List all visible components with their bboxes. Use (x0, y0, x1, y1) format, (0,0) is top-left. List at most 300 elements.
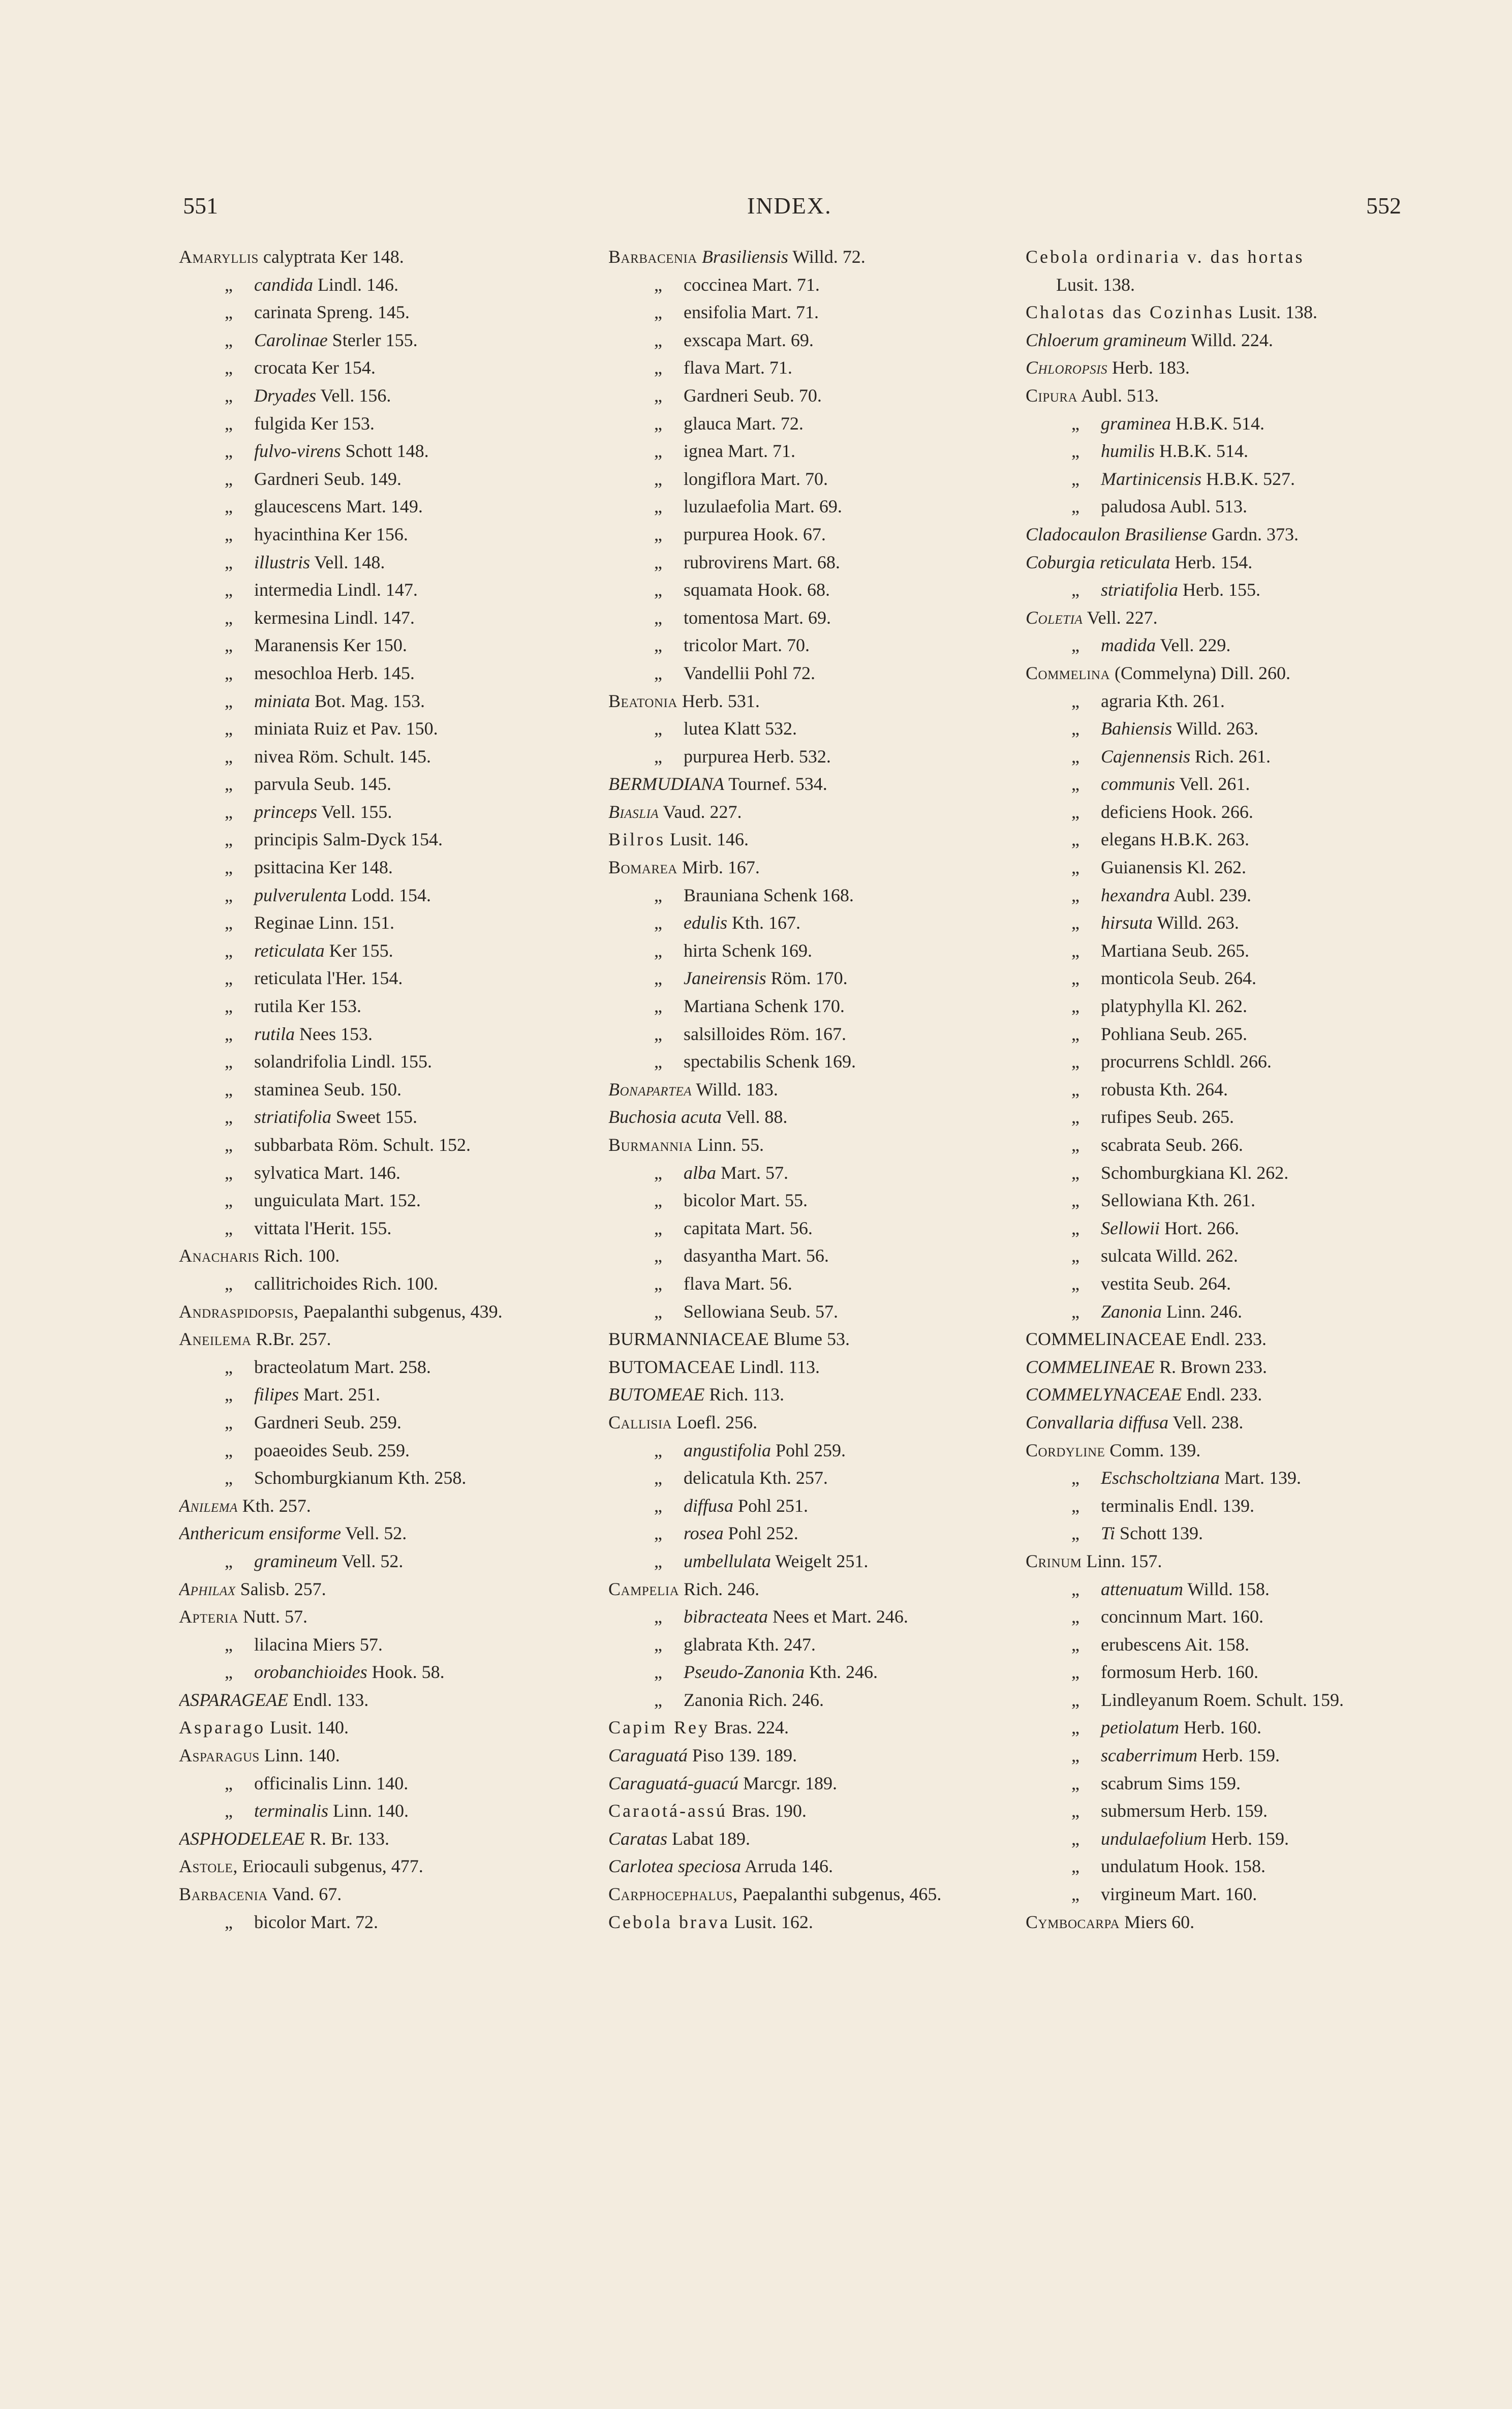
species-name: Reginae Linn. 151. (254, 912, 394, 933)
entry-reference: Vell. 155. (321, 801, 392, 822)
index-entry (608, 298, 1035, 326)
index-entry (608, 881, 1035, 909)
species-name: longiflora Mart. 70. (684, 468, 828, 489)
species-name: miniata (254, 690, 311, 711)
index-entry (1026, 1353, 1453, 1381)
index-entry (179, 964, 606, 992)
index-entry (179, 382, 606, 410)
index-entry (608, 437, 1035, 465)
index-entry (1026, 1880, 1453, 1908)
ditto-mark: „ (654, 662, 662, 683)
entry-reference: Sweet 155. (336, 1107, 418, 1127)
species-name: purpurea Hook. 67. (684, 524, 826, 544)
index-entry (179, 1547, 606, 1575)
ditto-mark: „ (654, 912, 662, 933)
genus-name: Caratas (608, 1828, 668, 1849)
entry-text: Gardn. 373. (1211, 524, 1299, 544)
genus-name: Convallaria diffusa (1026, 1412, 1169, 1432)
entry-text: Rich. 113. (709, 1384, 784, 1405)
index-entry (608, 382, 1035, 410)
ditto-mark: „ (654, 885, 662, 905)
species-name: Janeirensis (684, 968, 766, 989)
index-entry (1026, 1186, 1453, 1214)
index-entry (179, 1631, 606, 1659)
index-entry (1026, 1214, 1453, 1242)
species-name: monticola Seub. 264. (1101, 968, 1256, 989)
species-name: sylvatica Mart. 146. (254, 1162, 400, 1183)
index-entry (1026, 1103, 1453, 1131)
index-entry (179, 1575, 606, 1603)
ditto-mark: „ (225, 690, 233, 711)
index-entry (608, 1908, 1035, 1936)
index-entry (179, 243, 606, 271)
entry-reference: Willd. 263. (1176, 718, 1258, 739)
index-entry (608, 909, 1035, 937)
index-entry (1026, 1242, 1453, 1270)
index-entry (608, 604, 1035, 632)
ditto-mark: „ (1071, 635, 1079, 656)
index-entry (179, 1103, 606, 1131)
ditto-mark: „ (654, 552, 662, 572)
index-entry (608, 798, 1035, 826)
index-entry (608, 1492, 1035, 1520)
entry-text: Piso 139. 189. (692, 1745, 797, 1766)
species-name: officinalis Linn. 140. (254, 1773, 409, 1793)
genus-name: Capim Rey (608, 1717, 709, 1738)
species-name: dasyantha Mart. 56. (684, 1245, 829, 1266)
entry-text: Willd. 183. (696, 1079, 778, 1100)
species-name: lilacina Miers 57. (254, 1634, 383, 1655)
page-number-left: 551 (183, 193, 218, 219)
index-entry (1026, 1714, 1453, 1742)
ditto-mark: „ (1071, 1495, 1079, 1516)
species-name: fulvo-virens (254, 441, 341, 462)
ditto-mark: „ (654, 441, 662, 462)
ditto-mark: „ (225, 968, 233, 989)
species-name: virgineum Mart. 160. (1101, 1884, 1257, 1905)
species-name: alba (684, 1162, 717, 1183)
index-entry (179, 1214, 606, 1242)
index-entry (1026, 715, 1453, 743)
genus-name: Caraguatá-guacú (608, 1773, 738, 1793)
ditto-mark: „ (225, 1412, 233, 1432)
species-name: terminalis (254, 1801, 329, 1821)
genus-name: Cladocaulon Brasiliense (1026, 524, 1207, 544)
entry-reference: Mart. 139. (1224, 1468, 1301, 1488)
ditto-mark: „ (654, 1217, 662, 1238)
species-name: miniata Ruiz et Pav. 150. (254, 718, 438, 739)
index-entry (608, 715, 1035, 743)
genus-name: Aneilema (179, 1329, 252, 1350)
species-name: Gardneri Seub. 259. (254, 1412, 402, 1432)
species-name: sulcata Willd. 262. (1101, 1245, 1238, 1266)
entry-reference: Schott 148. (345, 441, 429, 462)
index-entry (608, 465, 1035, 493)
entry-text: Paepalanthi subgenus, 439. (303, 1301, 503, 1322)
ditto-mark: „ (654, 385, 662, 406)
entry-reference: Vell. 148. (314, 552, 385, 572)
species-name: bicolor Mart. 55. (684, 1190, 808, 1211)
species-name: Schomburgkiana Kl. 262. (1101, 1162, 1289, 1183)
index-entry (608, 1852, 1035, 1880)
index-entry (608, 1103, 1035, 1131)
index-entry (608, 1603, 1035, 1631)
ditto-mark: „ (1071, 496, 1079, 517)
species-name: tomentosa Mart. 69. (684, 607, 831, 628)
index-entry (608, 1020, 1035, 1048)
genus-name: COMMELINACEAE (1026, 1329, 1186, 1350)
index-entry (179, 465, 606, 493)
index-entry (1026, 992, 1453, 1020)
index-entry (608, 826, 1035, 853)
ditto-mark: „ (225, 885, 233, 905)
genus-name: BERMUDIANA (608, 774, 724, 795)
index-entry (1026, 271, 1453, 299)
ditto-mark: „ (1071, 1135, 1079, 1155)
ditto-mark: „ (654, 1634, 662, 1655)
entry-reference: H.B.K. 527. (1206, 468, 1295, 489)
entry-reference: Linn. 246. (1166, 1301, 1243, 1322)
species-name: callitrichoides Rich. 100. (254, 1273, 438, 1294)
ditto-mark: „ (654, 1023, 662, 1044)
entry-text: Vand. 67. (272, 1884, 342, 1905)
index-entry (1026, 1797, 1453, 1825)
ditto-mark: „ (1071, 1051, 1079, 1072)
ditto-mark: „ (654, 1245, 662, 1266)
index-entry (1026, 465, 1453, 493)
ditto-mark: „ (1071, 1773, 1079, 1793)
ditto-mark: „ (225, 718, 233, 739)
genus-name: Barbacenia (608, 247, 697, 267)
ditto-mark: „ (1071, 940, 1079, 961)
genus-name: Apteria (179, 1606, 238, 1627)
index-entry (1026, 354, 1453, 382)
ditto-mark: „ (1071, 1190, 1079, 1211)
index-entry (179, 853, 606, 881)
species-name: kermesina Lindl. 147. (254, 607, 415, 628)
entry-text: Eriocauli subgenus, 477. (242, 1856, 423, 1877)
entry-reference: Linn. 140. (333, 1801, 409, 1821)
genus-name: Caraotá-assú (608, 1801, 727, 1821)
species-name: agraria Kth. 261. (1101, 690, 1225, 711)
entry-text: Lindl. 113. (739, 1356, 820, 1377)
ditto-mark: „ (654, 1523, 662, 1544)
entry-reference: Vell. 52. (342, 1550, 404, 1571)
index-entry (179, 1603, 606, 1631)
index-entry (1026, 1658, 1453, 1686)
entry-text: R. Br. 133. (309, 1828, 389, 1849)
species-name: gramineum (254, 1550, 337, 1571)
genus-name: Cymbocarpa (1026, 1911, 1120, 1932)
index-entry (179, 437, 606, 465)
ditto-mark: „ (1071, 413, 1079, 434)
index-entry (1026, 853, 1453, 881)
species-name: humilis (1101, 441, 1155, 462)
genus-name: BUTOMEAE (608, 1384, 705, 1405)
index-entry (608, 1547, 1035, 1575)
species-name: scabrata Seub. 266. (1101, 1135, 1243, 1155)
index-entry (179, 798, 606, 826)
index-entry (608, 1658, 1035, 1686)
species-name: undulaefolium (1101, 1828, 1207, 1849)
entry-text: Linn. 140. (264, 1745, 340, 1766)
species-name: solandrifolia Lindl. 155. (254, 1051, 432, 1072)
ditto-mark: „ (225, 1384, 233, 1405)
species-name: rosea (684, 1523, 724, 1544)
species-name: elegans H.B.K. 263. (1101, 829, 1249, 850)
genus-name: Anilema (179, 1495, 238, 1516)
index-entry (1026, 743, 1453, 771)
species-name: carinata Spreng. 145. (254, 302, 410, 323)
entry-reference: Pohl 259. (776, 1440, 846, 1460)
species-name: Gardneri Seub. 70. (684, 385, 822, 406)
ditto-mark: „ (654, 1051, 662, 1072)
genus-name: Bilros (608, 829, 666, 850)
entry-text: Bras. 190. (731, 1801, 807, 1821)
index-entry (608, 271, 1035, 299)
ditto-mark: „ (225, 1440, 233, 1460)
ditto-mark: „ (654, 274, 662, 295)
entry-text: Marcgr. 189. (743, 1773, 837, 1793)
genus-name: Anacharis (179, 1245, 260, 1266)
index-entry (608, 1353, 1035, 1381)
ditto-mark: „ (1071, 1301, 1079, 1322)
ditto-mark: „ (225, 329, 233, 350)
species-name: salsilloides Röm. 167. (684, 1023, 847, 1044)
index-entry (179, 1242, 606, 1270)
genus-name: Cipura (1026, 385, 1078, 406)
index-entry (1026, 770, 1453, 798)
ditto-mark: „ (1071, 1717, 1079, 1738)
genus-name: Amaryllis (179, 247, 259, 267)
genus-name: BURMANNIACEAE (608, 1329, 769, 1350)
ditto-mark: „ (1071, 1606, 1079, 1627)
species-name: attenuatum (1101, 1578, 1183, 1599)
entry-reference: Vell. 229. (1160, 635, 1231, 656)
index-entry (179, 631, 606, 659)
ditto-mark: „ (1071, 829, 1079, 850)
index-entry (1026, 1298, 1453, 1326)
ditto-mark: „ (654, 1662, 662, 1683)
species-name: terminalis Endl. 139. (1101, 1495, 1254, 1516)
species-name: glauca Mart. 72. (684, 413, 804, 434)
species-name: mesochloa Herb. 145. (254, 662, 415, 683)
genus-name: Andraspidopsis, (179, 1301, 299, 1322)
species-name: parvula Seub. 145. (254, 774, 391, 795)
ditto-mark: „ (225, 857, 233, 878)
index-entry (179, 1797, 606, 1825)
index-entry (608, 354, 1035, 382)
genus-name: Anthericum ensiforme (179, 1523, 341, 1544)
index-entry (608, 687, 1035, 715)
ditto-mark: „ (1071, 912, 1079, 933)
ditto-mark: „ (1071, 1634, 1079, 1655)
index-column-2 (608, 243, 1035, 1936)
entry-reference: Herb. 159. (1211, 1828, 1289, 1849)
entry-reference: Kth. 246. (809, 1662, 878, 1683)
species-name: intermedia Lindl. 147. (254, 580, 418, 600)
species-name: Pohliana Seub. 265. (1101, 1023, 1247, 1044)
species-name: Pseudo-Zanonia (684, 1662, 805, 1683)
ditto-mark: „ (225, 662, 233, 683)
entry-text: Lusit. 162. (734, 1911, 813, 1932)
index-entry (1026, 909, 1453, 937)
entry-text: Endl. 233. (1186, 1384, 1262, 1405)
entry-reference: Sterler 155. (332, 329, 418, 350)
species-name: hyacinthina Ker 156. (254, 524, 408, 544)
entry-reference: Hook. 58. (372, 1662, 445, 1683)
ditto-mark: „ (654, 940, 662, 961)
species-name: illustris (254, 552, 311, 572)
species-name: bicolor Mart. 72. (254, 1911, 378, 1932)
index-entry (608, 326, 1035, 354)
species-name: reticulata (254, 940, 325, 961)
species-name: rutila Ker 153. (254, 996, 361, 1017)
genus-name: Coletia (1026, 607, 1083, 628)
species-name: ensifolia Mart. 71. (684, 302, 819, 323)
page-title: INDEX. (747, 193, 832, 219)
index-entry (608, 1742, 1035, 1770)
species-name: angustifolia (684, 1440, 772, 1460)
entry-reference: Lindl. 146. (317, 274, 398, 295)
index-column-1 (179, 243, 606, 1936)
index-entry (1026, 1742, 1453, 1770)
genus-name: Beatonia (608, 690, 677, 711)
genus-name: Chalotas das Cozinhas (1026, 302, 1234, 323)
genus-name: Campelia (608, 1578, 680, 1599)
ditto-mark: „ (225, 1135, 233, 1155)
index-entry (179, 826, 606, 853)
entry-reference: Willd. 158. (1187, 1578, 1270, 1599)
species-name: graminea (1101, 413, 1171, 434)
species-name: Brauniana Schenk 168. (684, 885, 854, 905)
entry-reference: Aubl. 239. (1173, 885, 1251, 905)
page-number-right: 552 (1366, 193, 1401, 219)
ditto-mark: „ (1071, 885, 1079, 905)
index-entry (1026, 1770, 1453, 1797)
ditto-mark: „ (1071, 1245, 1079, 1266)
entry-text: Brasiliensis (701, 247, 788, 267)
genus-name: Crinum (1026, 1550, 1082, 1571)
entry-reference: Willd. 263. (1157, 912, 1239, 933)
entry-text: Willd. 224. (1191, 329, 1273, 350)
index-entry (179, 1076, 606, 1104)
species-name: flava Mart. 56. (684, 1273, 792, 1294)
index-entry (1026, 1492, 1453, 1520)
entry-text: Labat 189. (672, 1828, 750, 1849)
entry-text: Herb. 183. (1112, 357, 1190, 378)
index-entry (608, 1464, 1035, 1492)
species-name: tricolor Mart. 70. (684, 635, 810, 656)
species-name: nivea Röm. Schult. 145. (254, 746, 431, 767)
genus-name: Asparagus (179, 1745, 260, 1766)
ditto-mark: „ (1071, 774, 1079, 795)
species-name: Dryades (254, 385, 316, 406)
index-entry (608, 1631, 1035, 1659)
genus-name: Carphocephalus, (608, 1884, 738, 1905)
species-name: poaeoides Seub. 259. (254, 1440, 410, 1460)
index-entry (608, 1575, 1035, 1603)
species-name: undulatum Hook. 158. (1101, 1856, 1266, 1877)
index-entry (1026, 1437, 1453, 1465)
ditto-mark: „ (1071, 1523, 1079, 1544)
index-entry (179, 1159, 606, 1187)
ditto-mark: „ (225, 1107, 233, 1127)
ditto-mark: „ (225, 552, 233, 572)
index-entry (1026, 826, 1453, 853)
species-name: rutila (254, 1023, 295, 1044)
index-entry (1026, 1825, 1453, 1853)
ditto-mark: „ (1071, 580, 1079, 600)
species-name: formosum Herb. 160. (1101, 1662, 1258, 1683)
species-name: communis (1101, 774, 1175, 795)
index-entry (1026, 326, 1453, 354)
index-entry (1026, 659, 1453, 687)
index-entry (179, 1131, 606, 1159)
index-entry (179, 659, 606, 687)
ditto-mark: „ (654, 635, 662, 656)
ditto-mark: „ (1071, 1828, 1079, 1849)
index-entry (1026, 1076, 1453, 1104)
ditto-mark: „ (225, 1634, 233, 1655)
index-entry (1026, 937, 1453, 965)
ditto-mark: „ (654, 1301, 662, 1322)
index-entry (179, 521, 606, 548)
index-entry (1026, 1547, 1453, 1575)
index-entry (608, 1714, 1035, 1742)
entry-text: Bras. 224. (714, 1717, 789, 1738)
index-entry (1026, 631, 1453, 659)
index-entry (179, 992, 606, 1020)
species-name: psittacina Ker 148. (254, 857, 393, 878)
ditto-mark: „ (1071, 1107, 1079, 1127)
ditto-mark: „ (225, 1662, 233, 1683)
ditto-mark: „ (1071, 718, 1079, 739)
entry-continuation: Lusit. 138. (1056, 274, 1135, 295)
genus-name: Cebola ordinaria v. das hortas (1026, 247, 1305, 267)
index-entry (1026, 548, 1453, 576)
index-entry (608, 521, 1035, 548)
ditto-mark: „ (654, 718, 662, 739)
ditto-mark: „ (1071, 1468, 1079, 1488)
species-name: edulis (684, 912, 727, 933)
entry-text: Salisb. 257. (240, 1578, 326, 1599)
species-name: capitata Mart. 56. (684, 1217, 813, 1238)
ditto-mark: „ (1071, 690, 1079, 711)
species-name: procurrens Schldl. 266. (1101, 1051, 1272, 1072)
index-entry (1026, 604, 1453, 632)
species-name: bracteolatum Mart. 258. (254, 1356, 431, 1377)
entry-reference: Weigelt 251. (775, 1550, 869, 1571)
species-name: Bahiensis (1101, 718, 1172, 739)
ditto-mark: „ (225, 1468, 233, 1488)
genus-name: Chloropsis (1026, 357, 1107, 378)
index-entry (608, 1131, 1035, 1159)
entry-reference: Schott 139. (1120, 1523, 1204, 1544)
species-name: filipes (254, 1384, 299, 1405)
index-entry (1026, 687, 1453, 715)
index-entry (608, 1797, 1035, 1825)
ditto-mark: „ (1071, 1856, 1079, 1877)
index-entry (608, 1880, 1035, 1908)
genus-name: COMMELYNACEAE (1026, 1384, 1182, 1405)
species-name: flava Mart. 71. (684, 357, 792, 378)
species-name: petiolatum (1101, 1717, 1179, 1738)
index-entry (608, 1825, 1035, 1853)
genus-name: Astole, (179, 1856, 238, 1877)
ditto-mark: „ (225, 1801, 233, 1821)
species-name: Lindleyanum Roem. Schult. 159. (1101, 1689, 1344, 1710)
